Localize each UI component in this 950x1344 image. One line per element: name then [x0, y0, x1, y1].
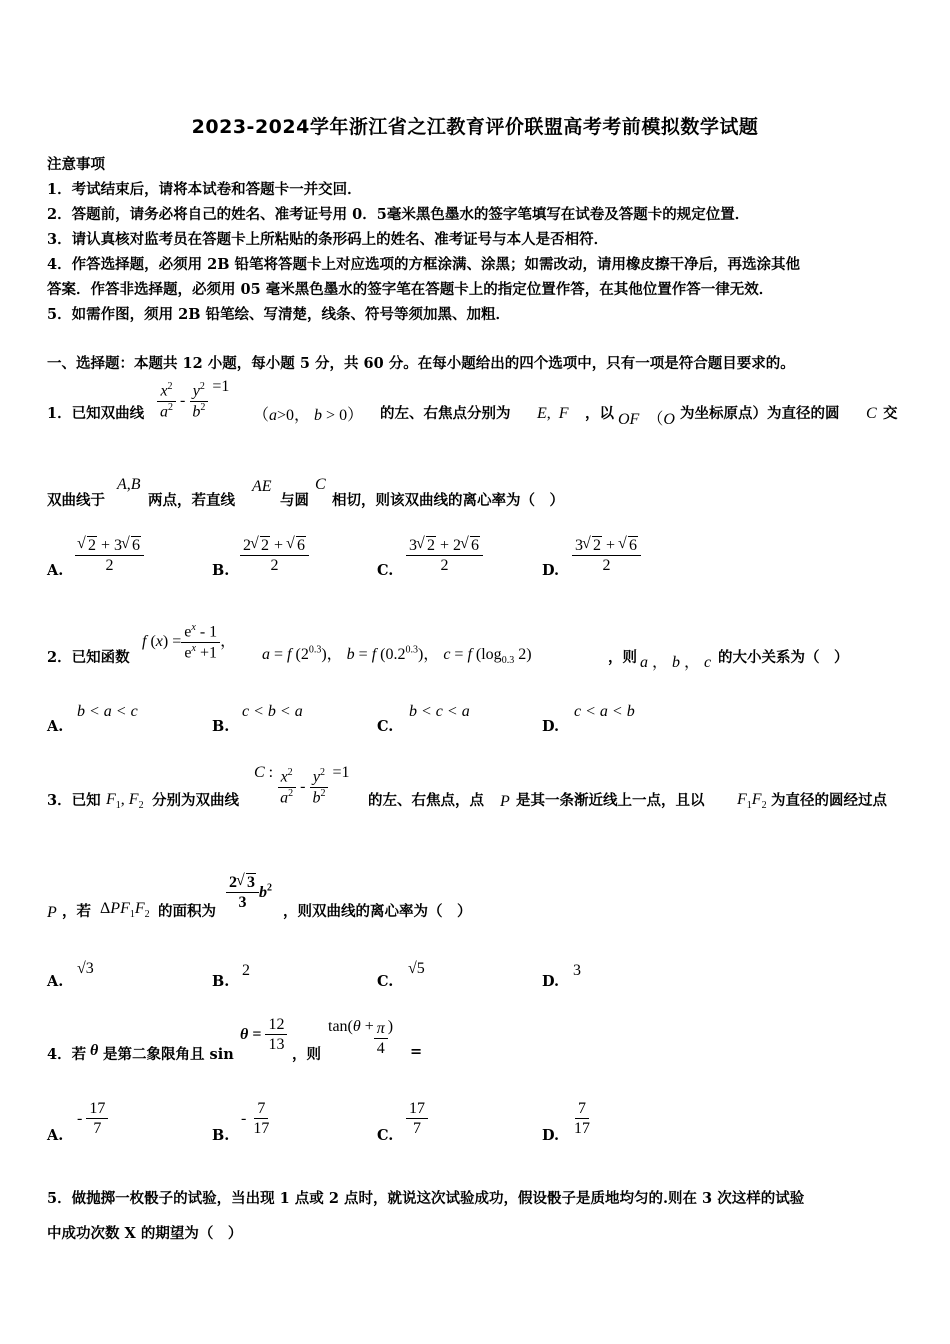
q3-foci: $F_1$, $F_2$	[106, 791, 144, 812]
q3-triangle: $\Delta PF_1F_2$	[100, 900, 150, 921]
q3-hyperbola-formula: C : $\frac{x^2}{a^2}$ - $\frac{y^2}{b^2}$ =1	[254, 764, 350, 807]
q3-text: 的面积为	[158, 903, 216, 920]
q2-function: f (x) = $\frac{e^x - 1}{e^x +1}$ ，	[142, 622, 237, 662]
notice-heading: 注意事项	[47, 156, 105, 173]
q1-option-a-label[interactable]: A.	[47, 562, 64, 579]
q1-option-b-label[interactable]: B.	[212, 562, 230, 579]
q1-option-c[interactable]: $\frac{3√ 2 + 2√ 6}{2}$	[406, 537, 483, 576]
q2-option-c-label[interactable]: C.	[377, 718, 394, 735]
q3-text: 的左、右焦点，点	[368, 792, 484, 809]
q1-of: OF （O	[618, 411, 675, 428]
q3-text: 为直径的圆经过点	[771, 792, 887, 809]
q3-area-value: $\frac{2√ 3}{3}$ $b^2$	[226, 874, 272, 913]
q3-point-p: P	[47, 904, 57, 921]
q4-theta: θ	[90, 1042, 99, 1059]
q3-option-d-label[interactable]: D.	[542, 973, 560, 990]
q1-text: 相切，则该双曲线的离心率为（ ）	[332, 492, 564, 509]
q2-vars: a ， b ， c	[640, 654, 712, 671]
q2-option-d-label[interactable]: D.	[542, 718, 560, 735]
q1-hyperbola-formula: $\frac{x^2}{a^2}$ - $\frac{y^2}{b^2}$ =1	[157, 378, 229, 421]
q5-text: 中成功次数 X 的期望为（ ）	[47, 1225, 243, 1242]
q3-point-p: P	[500, 793, 510, 810]
q2-text: 的大小关系为（ ）	[718, 649, 849, 666]
q2-option-a-label[interactable]: A.	[47, 718, 64, 735]
q1-option-a[interactable]: √ $\frac{2 + 3√ 6}{2}$	[75, 537, 144, 576]
q2-option-b[interactable]: c < b < a	[242, 703, 303, 720]
q1-line-ae: AE	[252, 478, 272, 495]
q2-option-b-label[interactable]: B.	[212, 718, 230, 735]
q3-text: ，则双曲线的离心率为（ ）	[283, 903, 472, 920]
q3-option-c-label[interactable]: C.	[377, 973, 394, 990]
q3-option-c[interactable]: √5	[408, 960, 425, 977]
q4-option-d[interactable]: $\frac{7}{17}$	[574, 1100, 590, 1138]
q4-option-d-label[interactable]: D.	[542, 1127, 560, 1144]
q3-text: 分别为双曲线	[152, 792, 239, 809]
q4-option-b-label[interactable]: B.	[212, 1127, 230, 1144]
notice-item: 4．作答选择题，必须用 2B 铅笔将答题卡上对应选项的方框涂满、涂黑；如需改动，请用橡皮擦干净后，再选涂其他	[47, 256, 801, 273]
q1-circle-c: C	[866, 405, 877, 422]
q5-text: 5．做抛掷一枚骰子的试验，当出现 1 点或 2 点时，就说这次试验成功，假设骰子是质地均匀的.则在 3 次这样的试验	[47, 1190, 805, 1207]
notice-item: 3．请认真核对监考员在答题卡上所粘贴的条形码上的姓名、准考证号与本人是否相符．	[47, 231, 609, 248]
q3-text: 3．已知	[47, 792, 101, 809]
q3-option-a-label[interactable]: A.	[47, 973, 64, 990]
q4-option-a-label[interactable]: A.	[47, 1127, 64, 1144]
q4-option-c-label[interactable]: C.	[377, 1127, 394, 1144]
q3-option-d[interactable]: 3	[573, 962, 581, 979]
q1-text: 交	[883, 405, 898, 422]
page-title: 2023-2024学年浙江省之江教育评价联盟高考考前模拟数学试题	[191, 116, 759, 138]
q2-option-d[interactable]: c < a < b	[574, 703, 635, 720]
q4-text: ，则	[292, 1046, 321, 1063]
q2-text: 2．已知函数	[47, 649, 130, 666]
notice-item: 5．如需作图，须用 2B 铅笔绘、写清楚，线条、符号等须加黑、加粗．	[47, 306, 511, 323]
q1-option-d-label[interactable]: D.	[542, 562, 560, 579]
q1-text: 双曲线于	[47, 492, 105, 509]
q1-text: ，以	[585, 405, 614, 422]
q4-option-c[interactable]: $\frac{17}{7}$	[406, 1100, 428, 1139]
q3-option-b[interactable]: 2	[242, 962, 250, 979]
q4-text: 是第二象限角且 sin	[103, 1046, 234, 1063]
q1-text: 两点，若直线	[148, 492, 235, 509]
q1-foci: E, F	[537, 405, 569, 422]
q3-f1f2: $F_1F_2$	[737, 791, 767, 812]
q4-option-b[interactable]: - $\frac{7}{17}$	[241, 1100, 270, 1138]
q1-text: 1．已知双曲线	[47, 405, 145, 422]
q2-abc-defs: a = f $(2^{0.3})$， b = f $(0.2^{0.3})$， c = f ($\log_{0.3}$ 2)	[262, 644, 532, 667]
q1-circle-c: C	[315, 476, 326, 493]
q1-condition: （a>0， b > 0）	[253, 407, 364, 424]
q2-option-c[interactable]: b < c < a	[409, 703, 470, 720]
q3-text: ，若	[62, 903, 91, 920]
q4-sin-value: θ = $\frac{12}{13}$	[240, 1016, 287, 1055]
q1-points: A,B	[117, 476, 141, 493]
q4-text: 4．若	[47, 1046, 87, 1063]
q1-text: 与圆	[280, 492, 309, 509]
section-heading: 一、选择题：本题共 12 小题，每小题 5 分，共 60 分。在每小题给出的四个选项中，只有一项是符合题目要求的。	[47, 355, 795, 372]
q3-text: 是其一条渐近线上一点，且以	[516, 792, 705, 809]
notice-item: 2．答题前，请务必将自己的姓名、准考证号用 0．5毫米黑色墨水的签字笔填写在试卷及答题卡的规定位置．	[47, 206, 750, 223]
notice-item: 1．考试结束后，请将本试卷和答题卡一并交回．	[47, 181, 362, 198]
notice-item: 答案．作答非选择题，必须用 05 毫米黑色墨水的签字笔在答题卡上的指定位置作答，在其他位置作答一律无效．	[47, 281, 774, 298]
q2-text: ，则	[608, 649, 637, 666]
q1-option-d[interactable]: $\frac{3√ 2 + √ 6}{2}$	[572, 537, 641, 576]
q4-option-a[interactable]: - $\frac{17}{7}$	[77, 1100, 108, 1139]
q3-option-a[interactable]: √3	[77, 960, 94, 977]
q1-option-b[interactable]: $\frac{2√ 2 + √ 6}{2}$	[240, 537, 309, 576]
q2-option-a[interactable]: b < a < c	[77, 703, 138, 720]
q1-option-c-label[interactable]: C.	[377, 562, 394, 579]
q4-text: =	[410, 1043, 423, 1060]
q1-text: 的左、右焦点分别为	[380, 405, 511, 422]
q3-option-b-label[interactable]: B.	[212, 973, 230, 990]
q4-tan-expression: tan(θ + $\frac{\pi}{4}$ )	[328, 1018, 394, 1058]
q1-text: 为坐标原点）为直径的圆	[680, 405, 840, 422]
